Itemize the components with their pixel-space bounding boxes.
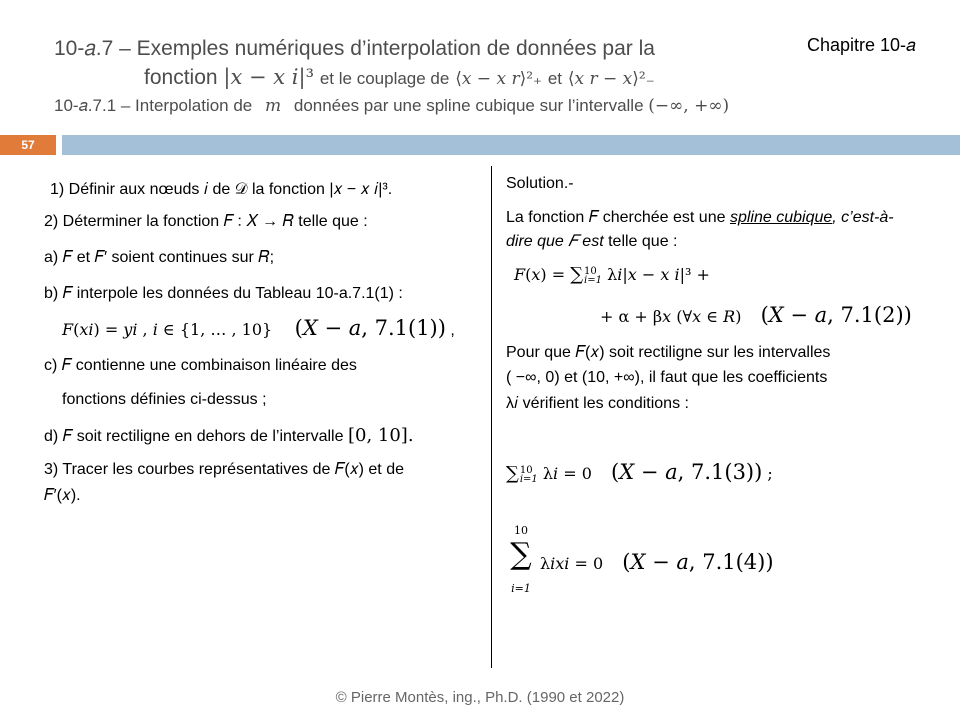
slide-number: 57 — [0, 135, 56, 155]
subtitle-m: 𝑚 — [265, 96, 282, 116]
eq3-sum: ∑ — [506, 463, 519, 484]
equation-3 — [506, 460, 773, 484]
subtitle-rest: données par une spline cubique sur l’intervalle — [293, 96, 644, 115]
eq-ref-2: (𝑋 − 𝑎, 7.1(2)) — [760, 303, 912, 327]
title-function: |𝑥 − 𝑥 𝑖|³ — [223, 65, 314, 89]
left-item-1: 1) Définir aux nœuds 𝑖 de 𝒟 la fonction |𝑥 − 𝑥 𝑖|³. — [50, 181, 393, 198]
eq-ref-3: (𝑋 − 𝑎, 7.1(3)) — [611, 460, 763, 484]
condition-line-1: Pour que 𝐹(𝑥) soit rectiligne sur les intervalles — [506, 344, 831, 361]
title-coupling-2: ⟨𝑥 𝑟 − 𝑥⟩²₋ — [567, 69, 655, 89]
left-item-2: 2) Déterminer la fonction 𝐹 ∶ 𝑋 → 𝑅 telle que : — [44, 213, 368, 230]
eq1-sub: 𝑖=1 — [584, 274, 602, 286]
eq4-body: λ𝑖𝑥𝑖 = 0 — [540, 554, 604, 573]
left-item-c-cont: fonctions définies ci-dessus ; — [62, 391, 267, 408]
left-item-b: b) 𝐹 interpole les données du Tableau 10-a.7.1(1) : — [44, 285, 403, 302]
eq3-sub: 𝑖=1 — [519, 473, 538, 485]
eq3-sup: 10 — [519, 464, 533, 476]
equation-1 — [514, 264, 710, 285]
eq-ref-1-comma: , — [450, 322, 455, 339]
left-item-c: c) 𝐹 contienne une combinaison linéaire des — [44, 357, 357, 374]
column-divider — [491, 166, 492, 668]
left-item-d-text: d) 𝐹 soit rectiligne en dehors de l’intervalle — [44, 428, 344, 445]
left-item-d — [44, 426, 414, 447]
eq1-sum: ∑ — [570, 264, 584, 285]
interp-equation: 𝐹(𝑥𝑖) = 𝑦𝑖 , 𝑖 ∈ {1, … , 10} — [62, 320, 273, 339]
title-mid: et le couplage de — [319, 69, 450, 88]
left-item-d-interval: [0, 10]. — [347, 425, 414, 446]
solution-line-2b: telle que : — [608, 233, 678, 250]
left-item-b-equation — [62, 318, 455, 341]
eq4-sum: ∑ — [510, 537, 532, 572]
eq1-sup: 10 — [584, 265, 597, 277]
eq4-sup: 10 — [514, 524, 528, 537]
footer-copyright: © Pierre Montès, ing., Ph.D. (1990 et 2022) — [335, 689, 625, 706]
condition-line-3: λ𝑖 vérifient les conditions : — [506, 395, 689, 412]
eq1-lhs: 𝐹(𝑥) = — [514, 265, 571, 284]
equation-2 — [600, 303, 912, 327]
eq1-body: λ𝑖|𝑥 − 𝑥 𝑖|³ + — [602, 265, 710, 284]
title-line-2 — [144, 64, 655, 92]
eq-ref-4: (𝑋 − 𝑎, 7.1(4)) — [622, 550, 774, 574]
eq4-sub: 𝑖=1 — [511, 582, 531, 595]
solution-line-1a: La fonction 𝐹 cherchée est une — [506, 209, 726, 226]
left-item-a: a) 𝐹 et 𝐹′ soient continues sur 𝑅; — [44, 249, 275, 266]
solution-line-1c: , c’est-à- — [832, 209, 894, 226]
equation-4 — [540, 550, 774, 574]
eq3-body: λ𝑖 = 0 — [537, 464, 592, 483]
solution-line-1 — [506, 208, 894, 228]
title-line-1: 10-𝑎.7 – Exemples numériques d’interpolation de données par la — [54, 37, 655, 60]
left-item-3: 3) Tracer les courbes représentatives de 𝐹(𝑥) et de — [44, 461, 404, 478]
condition-line-2: ( −∞, 0) et (10, +∞), il faut que les coefficients — [506, 369, 828, 386]
subtitle-interval: (−∞, +∞) — [648, 96, 730, 116]
chapter-label: Chapitre 10-𝑎 — [807, 35, 916, 55]
solution-line-2a: dire que 𝐹 est — [506, 233, 604, 250]
eq-ref-1: (𝑋 − 𝑎, 7.1(1)) — [294, 316, 446, 340]
spline-cubique-link: spline cubique — [729, 209, 833, 226]
title-and: et — [547, 69, 563, 88]
subtitle-text: 10-𝑎.7.1 – Interpolation de — [54, 96, 253, 115]
subtitle — [54, 96, 729, 116]
solution-line-2 — [506, 232, 677, 252]
title-prefix: fonction — [144, 66, 218, 89]
eq3-end: ; — [767, 464, 773, 483]
left-item-3-cont: 𝐹′(𝑥). — [44, 487, 81, 504]
eq2-body: + α + β𝑥 (∀𝑥 ∈ 𝑅) — [600, 307, 742, 326]
solution-heading: Solution.- — [506, 175, 574, 192]
title-coupling-1: ⟨𝑥 − 𝑥 𝑟⟩²₊ — [455, 69, 542, 89]
header-bar — [62, 135, 960, 155]
